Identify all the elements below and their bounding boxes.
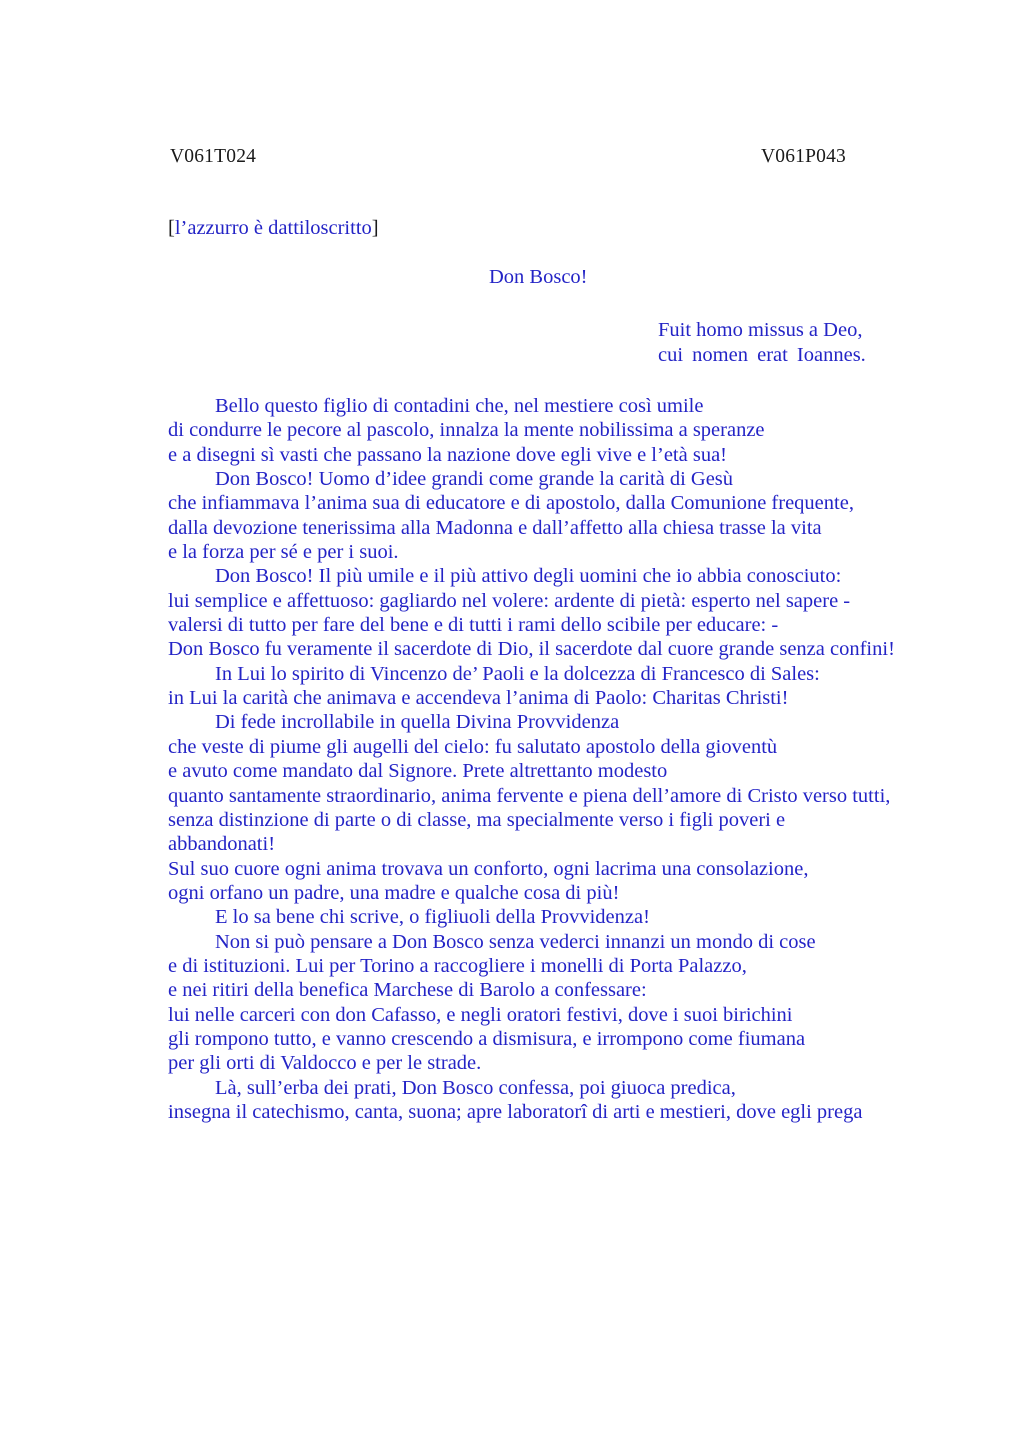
body-text	[168, 394, 916, 1124]
note-bracket-open: [	[168, 217, 175, 239]
text-line: Don Bosco fu veramente il sacerdote di Dio, il sacerdote dal cuore grande senza confini!	[168, 638, 895, 661]
text-line: lui semplice e affettuoso: gagliardo nel volere: ardente di pietà: esperto nel sapere -	[168, 589, 851, 612]
text-line: e a disegni sì vasti che passano la nazione dove egli vive e l’età sua!	[168, 443, 727, 466]
document-code-left: V061T024	[170, 146, 257, 167]
text-line: senza distinzione di parte o di classe, ma specialmente verso i figli poveri e	[168, 808, 786, 831]
text-line: di condurre le pecore al pascolo, innalza la mente nobilissima a speranze	[168, 419, 765, 442]
document-title: Don Bosco!	[489, 266, 588, 288]
editorial-note	[168, 217, 379, 240]
text-line: in Lui la carità che animava e accendeva l’anima di Paolo: Charitas Christi!	[168, 687, 789, 710]
text-line: Di fede incrollabile in quella Divina Provvidenza	[215, 711, 620, 734]
text-line: E lo sa bene chi scrive, o figliuoli della Provvidenza!	[215, 906, 650, 929]
epigraph-line-1: Fuit homo missus a Deo,	[658, 319, 863, 341]
epigraph-line-2: cui nomen erat Ioannes.	[658, 343, 866, 366]
note-text: l’azzurro è dattiloscritto	[174, 217, 372, 239]
text-line: Bello questo figlio di contadini che, nel mestiere così umile	[215, 395, 704, 417]
text-line: e nei ritiri della benefica Marchese di Barolo a confessare:	[168, 979, 647, 1002]
epigraph	[658, 318, 866, 367]
text-line: quanto santamente straordinario, anima fervente e piena dell’amore di Cristo verso tutti,	[168, 784, 891, 807]
note-bracket-close: ]	[371, 217, 379, 239]
text-line: dalla devozione tenerissima alla Madonna e dall’affetto alla chiesa trasse la vita	[168, 516, 822, 539]
text-line: e avuto come mandato dal Signore. Prete altrettanto modesto	[168, 760, 668, 783]
text-line: Non si può pensare a Don Bosco senza vederci innanzi un mondo di cose	[215, 930, 816, 953]
text-line: e la forza per sé e per i suoi.	[168, 541, 399, 564]
text-line: valersi di tutto per fare del bene e di tutti i rami dello scibile per educare: -	[168, 614, 779, 637]
text-line: ogni orfano un padre, una madre e qualche cosa di più!	[168, 881, 620, 904]
text-line: insegna il catechismo, canta, suona; apre laboratorî di arti e mestieri, dove egli prega	[168, 1100, 863, 1123]
text-line: Don Bosco! Il più umile e il più attivo degli uomini che io abbia conosciuto:	[215, 565, 842, 588]
text-line: che veste di piume gli augelli del cielo: fu salutato apostolo della gioventù	[168, 735, 778, 758]
document-code-right: V061P043	[760, 146, 846, 167]
text-line: e di istituzioni. Lui per Torino a raccogliere i monelli di Porta Palazzo,	[168, 954, 747, 977]
text-line: gli rompono tutto, e vanno crescendo a dismisura, e irrompono come fiumana	[168, 1027, 806, 1050]
text-line: lui nelle carceri con don Cafasso, e negli oratori festivi, dove i suoi birichini	[168, 1003, 793, 1026]
header-row	[170, 146, 846, 168]
text-line: Sul suo cuore ogni anima trovava un conforto, ogni lacrima una consolazione,	[168, 857, 809, 880]
text-line: per gli orti di Valdocco e per le strade.	[168, 1052, 482, 1075]
text-line: Là, sull’erba dei prati, Don Bosco confessa, poi giuoca predica,	[215, 1076, 736, 1099]
text-line: abbandonati!	[168, 833, 276, 856]
text-line: che infiammava l’anima sua di educatore e di apostolo, dalla Comunione frequente,	[168, 492, 854, 515]
text-line: Don Bosco! Uomo d’idee grandi come grande la carità di Gesù	[215, 468, 734, 491]
text-line: In Lui lo spirito di Vincenzo de’ Paoli e la dolcezza di Francesco di Sales:	[215, 662, 820, 685]
